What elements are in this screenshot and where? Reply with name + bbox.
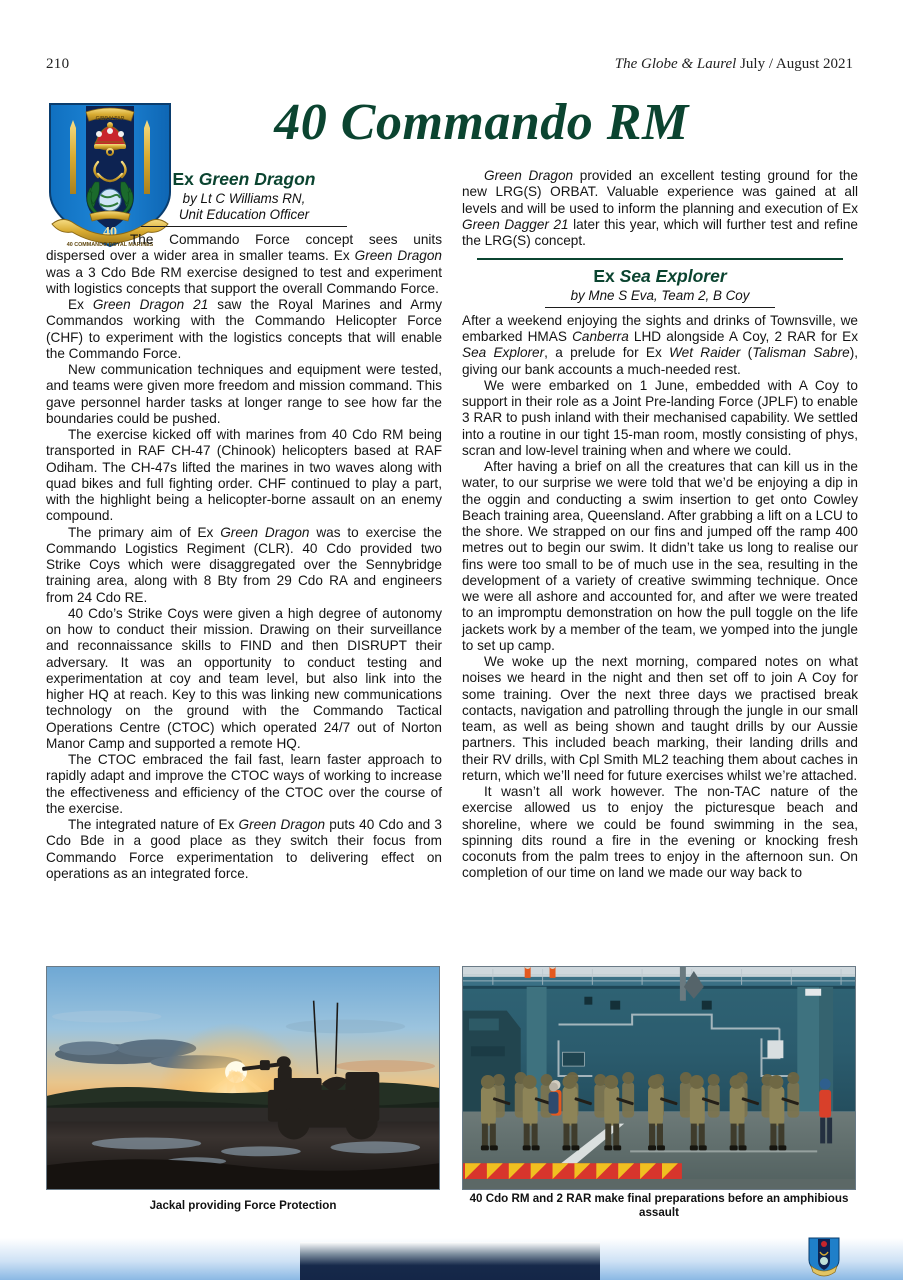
paragraph: We woke up the next morning, compared notes on what noises we heard in the night and then set off to join A Coy for some training. Over the next three days we practised break contacts, navigation and patrolling through the jungle in our small team, as well as being shown and taught drills by our Aussie partners. This included beach marking, their landing drills and their RV drills, with Cpl Smith ML2 teaching them about caches in return, which we’ll need for future exercises whilst we’re attached. — [462, 654, 858, 783]
photo-well-dock — [462, 966, 856, 1190]
paragraph: The CTOC embraced the fail fast, learn faster approach to rapidly adapt and improve the CTOC ways of working to increase the effectiveness and efficiency of the CTOC over the course of the exercise. — [46, 752, 442, 816]
section-heading-green-dragon — [46, 168, 442, 190]
byline-line-1: by Lt C Williams RN, — [182, 191, 306, 206]
heading-prefix: Ex — [172, 169, 199, 189]
paragraph: The integrated nature of Ex Green Dragon puts 40 Cdo and 3 Cdo Bde in a good place as they switch their focus from Commando Force experimentation to delivering effect on operations as an integrated force. — [46, 817, 442, 881]
byline-line-1: by Mne S Eva, Team 2, B Coy — [570, 287, 750, 303]
heading-prefix: Ex — [593, 265, 620, 286]
paragraph: We were embarked on 1 June, embedded with A Coy to support in their role as a Joint Pre-landing Force (JPLF) to enable 3 RAR to push inland with their mechanised capability. We settled into a routine in our tight 15-man room, mostly consisting of phys, scran and low-level training when and where we could. — [462, 377, 858, 458]
paragraph: Green Dragon provided an excellent testing ground for the new LRG(S) ORBAT. Valuable experience was gained at all levels and will be used to inform the planning and execution of Ex Green Dagger 21 later this year, which will further test and refine the LRG(S) concept. — [462, 168, 858, 248]
paragraph: It wasn’t all work however. The non-TAC nature of the exercise allowed us to enjoy the picturesque beach and shoreline, where we could be found swimming in the sea, spinning dits round a fire in the evening or knocking fresh coconuts from the palm trees to enjoy in the afternoon sun. On completion of our time on land we made our way back to — [462, 784, 858, 881]
running-head-title — [615, 56, 853, 73]
footer-navy-block — [300, 1242, 600, 1280]
page-title: 40 Commando RM — [274, 94, 689, 151]
byline-line-2: Unit Education Officer — [178, 207, 310, 222]
svg-text:GIBRALTAR: GIBRALTAR — [95, 116, 125, 122]
paragraph: The Commando Force concept sees units dispersed over a wider area in smaller teams. Ex Green Dragon was a 3 Cdo Bde RM exercise designed to test and experiment with logistics concepts that support the overall Commando Force. — [46, 232, 442, 296]
section-heading-sea-explorer — [462, 265, 858, 287]
royal-marines-crest-small-icon — [807, 1236, 841, 1278]
page-number: 210 — [46, 56, 70, 72]
paragraph: 40 Cdo’s Strike Coys were given a high degree of autonomy on how to conduct their mission. Drawing on their surveillance and reconnaissance skills to FIND and then DISRUPT their adversary. It was an opportunity to conduct testing and experimentation at coy and team level, but also link into the higher HQ at reach. Key to this was linking new communications technology on the ground with the Commando Tactical Operations Centre (CTOC) which operated 24/7 out of Norton Manor Camp and supported a remote HQ. — [46, 605, 442, 751]
paragraph: After having a brief on all the creatures that can kill us in the water, to our surprise we were told that we’d be enjoying a dip in the oggin and conducting a swim insertion to get onto Cowley Beach training area, Queensland. After grabbing a lift on a LCU to the shore. We strapped on our fins and jumped off the ramp 400 metres out to begin our swim. It didn’t take us long to realise our fins were too small to be of much use in the sea, resulting in the development of a variety of creative swimming technique. Once we were all ashore and accounted for, and after we were treated to an impromptu demonstration on how the pull toggle on the life jackets work by a member of the team, we yomped into the jungle to set up camp. — [462, 459, 858, 653]
journal-name: The Globe & Laurel — [614, 56, 737, 72]
column-left — [46, 168, 442, 882]
heading-title: Green Dragon — [198, 169, 316, 189]
running-head — [0, 56, 903, 76]
photo-caption-left: Jackal providing Force Protection — [149, 1199, 337, 1212]
issue-date: July / August 2021 — [736, 56, 853, 72]
svg-text:40: 40 — [103, 225, 117, 240]
paragraph: Ex Green Dragon 21 saw the Royal Marines and Army Commandos working with the Commando Helicopter Force (CHF) to experiment with the logistics concepts that will enable the Commando Force. — [46, 297, 442, 361]
byline-divider — [545, 307, 775, 308]
masthead — [0, 95, 903, 165]
paragraph: The exercise kicked off with marines from 40 Cdo RM being transported in RAF CH-47 (Chinook) helicopters based at RAF Odiham. The CH-47s lifted the marines in two waves along with quad bikes and full fighting order. CHF continued to play a part, with the highlight being a helicopter-borne assault on an enemy compound. — [46, 427, 442, 524]
paragraph: After a weekend enjoying the sights and drinks of Townsville, we embarked HMAS Canberra LHD alongside A Coy, 2 RAR for Ex Sea Explorer, a prelude for Ex Wet Raider (Talisman Sabre), giving our bank accounts a much-needed rest. — [462, 312, 859, 377]
svg-text:40 COMMANDO ROYAL MARINES: 40 COMMANDO ROYAL MARINES — [66, 242, 154, 248]
heading-title: Sea Explorer — [619, 265, 727, 286]
byline-divider — [141, 226, 347, 227]
page-footer — [0, 1238, 903, 1280]
column-right — [462, 168, 858, 882]
byline-sea-explorer — [462, 288, 858, 304]
section-divider — [477, 258, 843, 260]
paragraph: The primary aim of Ex Green Dragon was to exercise the Commando Logistics Regiment (CLR). 40 Cdo provided two Strike Coys which were disaggregated over the Sennybridge training area, along with 8 Bty from 29 Cdo RA and engineers from 24 Cdo RE. — [46, 524, 442, 605]
photo-caption-right: 40 Cdo RM and 2 RAR make final preparations before an amphibious assault — [469, 1192, 849, 1219]
paragraph: New communication techniques and equipment were tested, and teams were given more freedom and mission command. This gave personnel harder tasks at longer range to see how far the boundaries could be pushed. — [46, 362, 442, 426]
photo-jackal — [46, 966, 440, 1190]
byline-green-dragon — [46, 191, 442, 223]
